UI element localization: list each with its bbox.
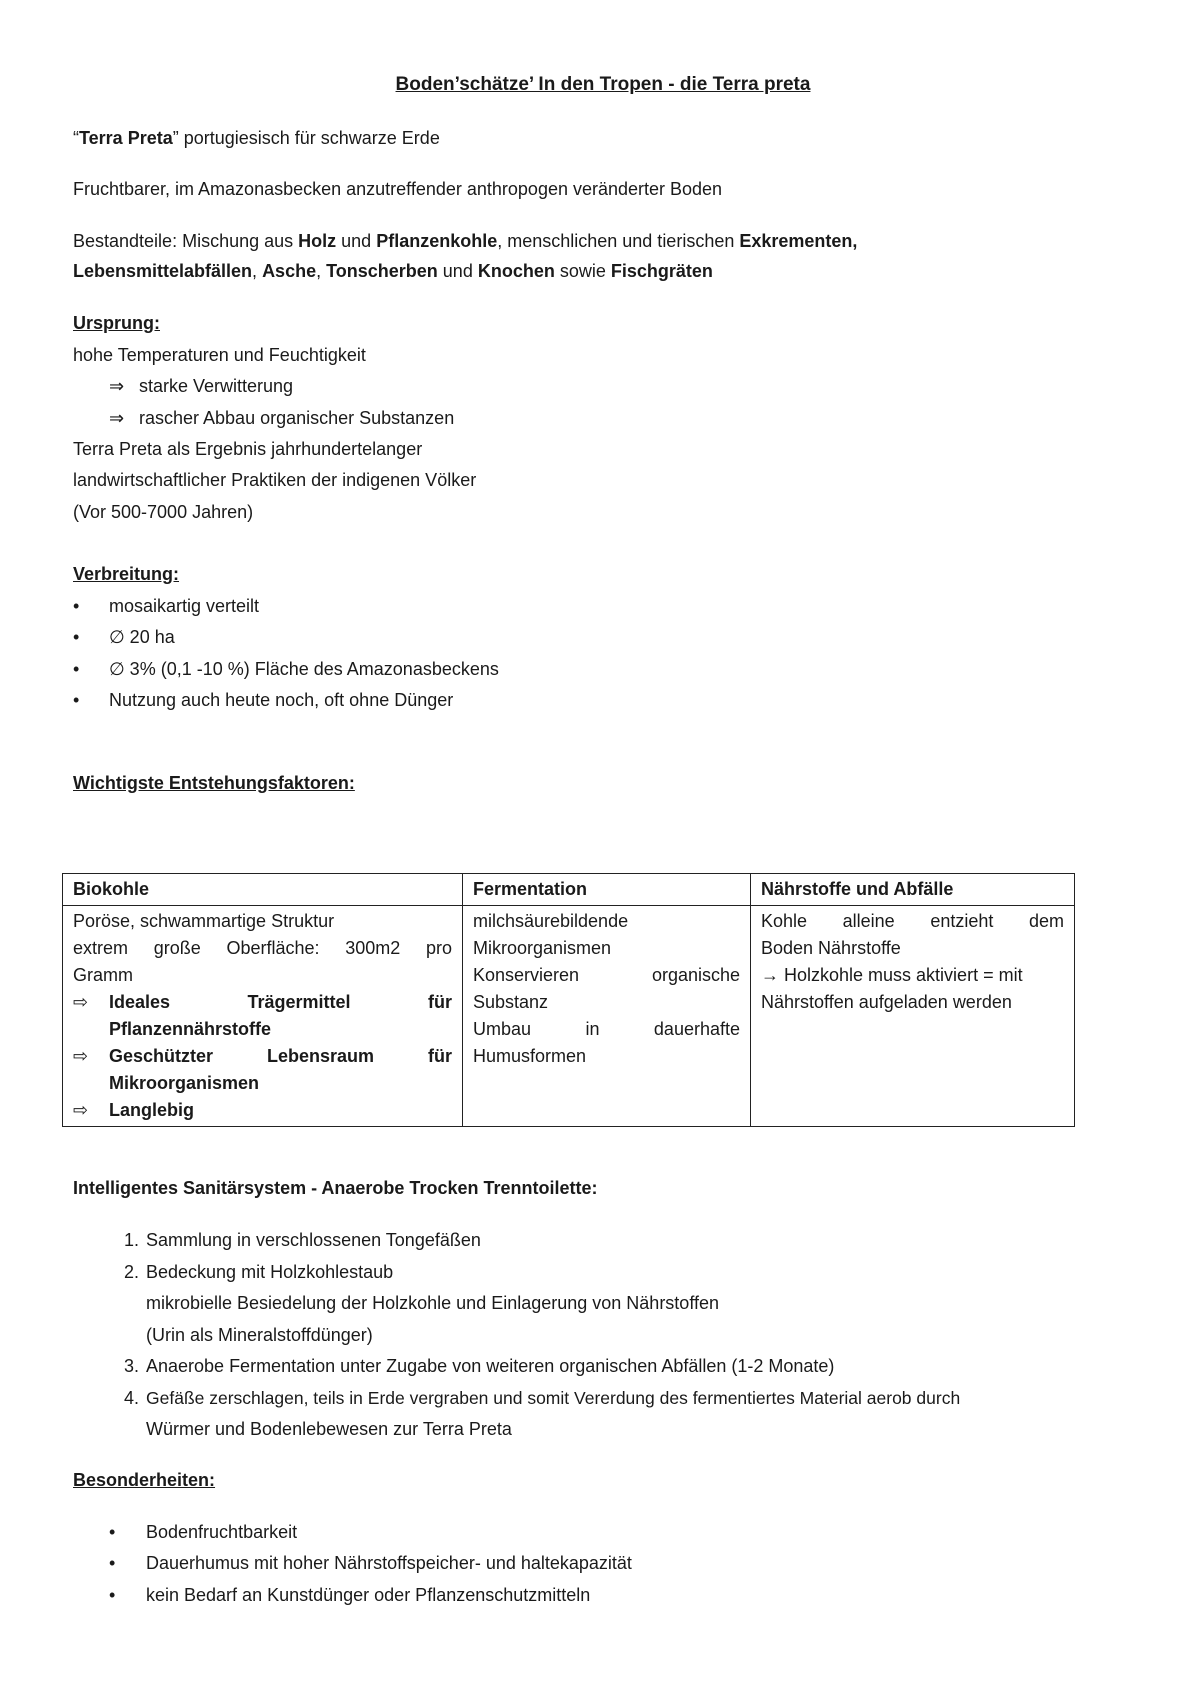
sanitaer-heading: Intelligentes Sanitärsystem - Anaerobe Trocken Trenntoilette: [73, 1178, 598, 1198]
besonderheiten-heading: Besonderheiten: [73, 1470, 216, 1490]
table-header-naehrstoffe: Nährstoffe und Abfälle [751, 874, 1075, 906]
table-header-biokohle: Biokohle [63, 874, 463, 906]
bestandteile-line-2: Lebensmittelabfällen, Asche, Tonscherben und Knochen sowie Fischgräten [73, 261, 713, 281]
bestandteile-line-1: Bestandteile: Mischung aus Holz und Pflanzenkohle, menschlichen und tierischen Exkrementen, [73, 231, 858, 251]
outline-arrow-icon: ⇨ [73, 1046, 89, 1066]
fruchtbar-line: Fruchtbarer, im Amazonasbecken anzutreffender anthropogen veränderter Boden [73, 179, 723, 199]
verbreitung-heading: Verbreitung: [73, 564, 180, 584]
ursprung-line-3: landwirtschaftlicher Praktiken der indigenen Völker [73, 470, 477, 490]
table-header-fermentation: Fermentation [463, 874, 751, 906]
table-row [63, 906, 1075, 1127]
bullet-icon: • [73, 596, 80, 616]
bullet-icon: • [73, 690, 80, 710]
bullet-icon: • [73, 627, 80, 647]
ursprung-line-4: (Vor 500-7000 Jahren) [73, 502, 254, 522]
faktoren-heading: Wichtigste Entstehungsfaktoren: [73, 773, 355, 793]
bullet-icon: • [73, 659, 80, 679]
bullet-icon: • [109, 1553, 116, 1573]
terra-preta-definition: “Terra Preta” portugiesisch für schwarze Erde [73, 128, 440, 148]
bullet-icon: • [109, 1522, 116, 1542]
cell-fermentation: milchsäurebildende Mikroorganismen Konservieren organische Substanz Umbau in dauerhafte Humusformen [463, 906, 751, 1127]
double-arrow-icon: ⇒ [109, 408, 125, 428]
bullet-icon: • [109, 1585, 116, 1605]
ursprung-heading: Ursprung: [73, 313, 160, 333]
cell-biokohle: Poröse, schwammartige Struktur extrem große Oberfläche: 300m2 pro Gramm ⇨ Ideales Trägermittel für Pflanzennährstoffe ⇨ Geschützter Lebensraum für Mikroorganismen ⇨ Langlebig [63, 906, 463, 1127]
ursprung-arrow-item-2: ⇒ rascher Abbau organischer Substanzen [109, 408, 455, 428]
ursprung-line-1: hohe Temperaturen und Feuchtigkeit [73, 345, 366, 365]
cell-naehrstoffe: Kohle alleine entzieht dem Boden Nährstoffe → Holzkohle muss aktiviert = mit Nährstoffen aufgeladen werden [751, 906, 1075, 1127]
double-arrow-icon: ⇒ [109, 376, 125, 396]
page-title: Boden’schätze’ In den Tropen - die Terra preta [395, 74, 811, 95]
table-header-row [63, 874, 1075, 906]
ursprung-line-2: Terra Preta als Ergebnis jahrhundertelanger [73, 439, 423, 459]
faktoren-table [62, 873, 1075, 1127]
outline-arrow-icon: ⇨ [73, 1100, 89, 1120]
outline-arrow-icon: ⇨ [73, 992, 89, 1012]
ursprung-arrow-item-1: ⇒ starke Verwitterung [109, 376, 294, 396]
